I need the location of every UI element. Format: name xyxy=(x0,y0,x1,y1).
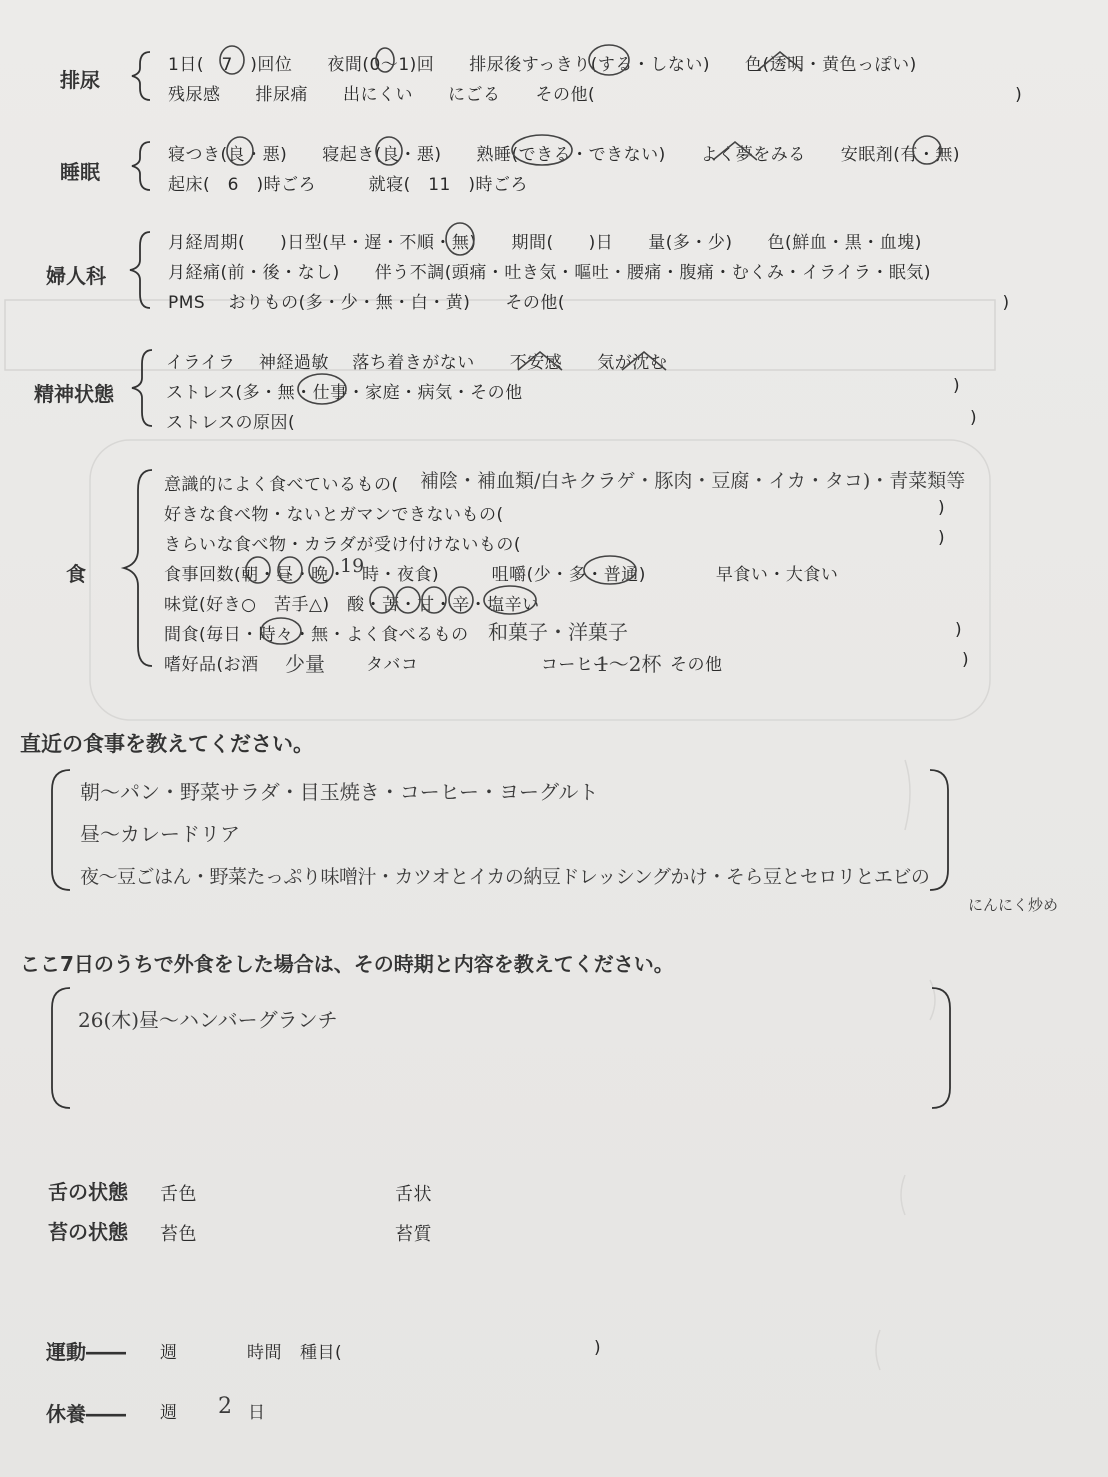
mental-line-1: イライラ 神経過敏 落ち着きがない 不安感 気が沈む xyxy=(166,353,668,373)
exercise-kind: 種目( xyxy=(300,1343,343,1363)
coat-state-label: 苔の状態 xyxy=(48,1220,128,1244)
urination-title: 排尿 xyxy=(60,68,100,92)
tongue-shape-label: 舌状 xyxy=(395,1184,432,1205)
exercise-time: 時間 xyxy=(247,1343,282,1363)
tongue-state-label: 舌の状態 xyxy=(48,1180,128,1204)
urination-line-2: 残尿感 排尿痛 出にくい にごる その他( ) xyxy=(168,85,1023,105)
rest-label: 休養―― xyxy=(46,1402,126,1426)
food-row-7-answer-2: 1〜2杯 xyxy=(596,652,662,676)
food-row-2-close: ) xyxy=(938,498,946,518)
recent-meal-dinner-overflow: にんにく炒め xyxy=(968,896,1059,914)
recent-meal-lunch: 昼〜カレードリア xyxy=(80,822,240,846)
food-row-1-answer: 補陰・補血類/白キクラゲ・豚肉・豆腐・イカ・タコ)・青菜類等 xyxy=(420,470,966,492)
eating-out-entry: 26(木)昼〜ハンバーグランチ xyxy=(78,1008,338,1032)
sleep-line-1: 寝つき(良・悪) 寝起き(良・悪) 熟睡(できる・できない) よく夢をみる 安眠剤(有・無) xyxy=(168,145,961,165)
recent-meal-breakfast: 朝〜パン・野菜サラダ・目玉焼き・コーヒー・ヨーグルト xyxy=(80,780,599,804)
food-row-1-label: 意識的によく食べているもの( xyxy=(164,475,399,495)
food-row-2-label: 好きな食べ物・ないとガマンできないもの( xyxy=(164,505,504,525)
food-row-7-answer: 少量 xyxy=(285,652,325,676)
mental-title: 精神状態 xyxy=(34,382,114,406)
gynecology-line-1: 月経周期( )日型(早・遅・不順・無) 期間( )日 量(多・少) 色(鮮血・黒・血塊) xyxy=(168,233,922,253)
sleep-line-2: 起床( 6 )時ごろ 就寝( 11 )時ごろ xyxy=(168,175,528,195)
food-row-4-answer: 19 xyxy=(340,555,365,577)
gynecology-line-2: 月経痛(前・後・なし) 伴う不調(頭痛・吐き気・嘔吐・腰痛・腹痛・むくみ・イライラ・眠気) xyxy=(168,263,932,283)
food-row-4-label: 食事回数(朝・昼・晩・ xyxy=(164,565,347,585)
gynecology-line-3: PMS おりもの(多・少・無・白・黄) その他( ) xyxy=(168,293,1010,313)
mental-line-3: ストレスの原因( xyxy=(166,413,296,433)
urination-line-1: 1日( 7 )回位 夜間(0〜1)回 排尿後すっきり(する・しない) 色(透明・黄色っぽい) xyxy=(168,55,917,75)
rest-value: 2 xyxy=(218,1394,232,1419)
coat-quality-label: 苔質 xyxy=(395,1224,432,1245)
food-row-3-close: ) xyxy=(938,528,946,548)
food-row-6-label: 間食(毎日・時々・無・よく食べるもの xyxy=(164,625,469,645)
food-row-7-close: ) xyxy=(962,650,970,670)
mental-line-2-close: ) xyxy=(953,376,961,396)
mental-line-2: ストレス(多・無・仕事・家庭・病気・その他 xyxy=(166,383,523,403)
food-row-7-other: その他 xyxy=(670,655,723,675)
eating-out-heading: ここ7日のうちで外食をした場合は、その時期と内容を教えてください。 xyxy=(20,952,674,976)
tongue-color-label: 舌色 xyxy=(160,1184,197,1205)
coat-color-label: 苔色 xyxy=(160,1224,197,1245)
exercise-week: 週 xyxy=(160,1343,178,1363)
food-row-7-mid: タバコ コーヒー xyxy=(366,655,611,675)
food-row-6-answer: 和菓子・洋菓子 xyxy=(488,620,628,644)
food-row-4-rest: 時・夜食) 咀嚼(少・多・普通) 早食い・大食い xyxy=(362,565,839,585)
food-row-7-label: 嗜好品(お酒 xyxy=(164,655,259,675)
rest-week: 週 xyxy=(160,1403,178,1423)
exercise-label: 運動―― xyxy=(46,1340,126,1364)
mental-line-3-close: ) xyxy=(970,408,978,428)
food-row-6-close: ) xyxy=(955,620,963,640)
rest-unit: 日 xyxy=(248,1403,266,1423)
food-title: 食 xyxy=(66,562,86,586)
food-row-3-label: きらいな食べ物・カラダが受け付けないもの( xyxy=(164,535,521,555)
sleep-title: 睡眠 xyxy=(60,160,100,184)
food-row-5-label: 味覚(好き○ 苦手△) 酸・苦・甘・辛・塩辛い xyxy=(164,595,540,615)
recent-meal-dinner: 夜〜豆ごはん・野菜たっぷり味噌汁・カツオとイカの納豆ドレッシングかけ・そら豆とセロリとエビの xyxy=(80,866,930,888)
gynecology-title: 婦人科 xyxy=(46,264,106,288)
exercise-kind-close: ) xyxy=(594,1338,602,1358)
recent-meals-heading: 直近の食事を教えてください。 xyxy=(20,732,314,756)
